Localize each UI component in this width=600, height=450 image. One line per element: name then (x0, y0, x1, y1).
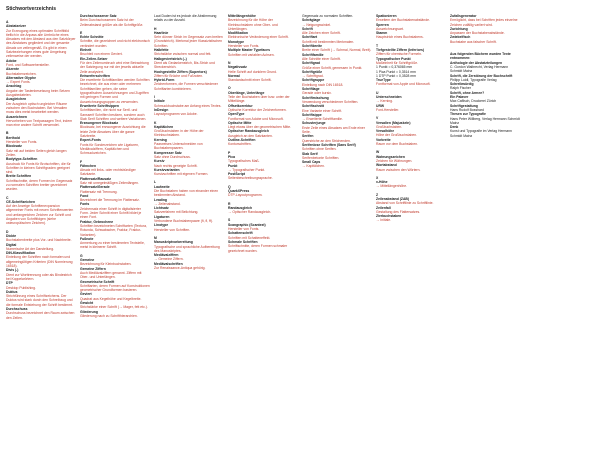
index-term: Schriftmischung (302, 95, 329, 100)
index-definition: Zur Renaissance-Antiqua gehörig. (154, 266, 206, 271)
index-column (376, 14, 446, 446)
index-definition: Konturschriften. (228, 142, 252, 147)
index-term: Schriftfamilie (302, 52, 324, 57)
index-term: Serifen (302, 134, 314, 139)
index-definition: Nach rechts geneigte Schrift. (154, 163, 198, 168)
index-term: Tiefgestellte Ziffern (Inferiors) (376, 48, 424, 53)
index-definition: Gestaltung des Flattersatzes. (376, 209, 421, 214)
index-term: Ein-Zeilen-Setzer (80, 56, 108, 61)
index-term: Hochgestellte Ziffern (Superiors) (154, 69, 207, 74)
index-term: Entwerferschriften (80, 73, 110, 78)
index-term: Gewicht (80, 301, 94, 305)
index-definition: Schriften mit Schatteneffekt. (228, 235, 271, 240)
index-definition: Anmerkung zu einer bestimmten Textstelle, meist in kleinerer Schrift. (80, 241, 145, 250)
index-term: Optische Mitte (228, 120, 252, 125)
index-term: Akzente (6, 67, 20, 72)
index-definition: Flattersatz mit Trennung. (80, 189, 118, 194)
index-definition: Anpassen der Buchstabenabstände. (450, 31, 505, 36)
index-term: Typografischer Punkt (376, 56, 411, 61)
index-letter: S (228, 218, 231, 223)
index-note: Kunst und Typografie im Verlag Hermann Schmidt Mainz (450, 129, 512, 138)
index-letter: E (80, 30, 83, 35)
index-note: Philipp Luidl, Typografie Verlag (450, 77, 497, 82)
index-term: Kapitälchen (154, 124, 174, 129)
index-definition: Schriftschnitte, deren Formen schmaler gezeichnet wurden. (228, 244, 288, 253)
index-term: Ausgleichen (6, 97, 27, 102)
index-definition: Bruchteil von einem Geviert. (80, 52, 123, 57)
index-term: Schriftgrad (302, 61, 321, 66)
index-definition: Ziffern für Brüche und Fußnoten. (154, 73, 204, 78)
index-letter: N (228, 60, 231, 65)
index-term: Outline-Schriften (228, 138, 256, 143)
index-note: Laut Duden ist es jedoch die Abstimmung relativ zu der Anzahl. (154, 14, 217, 23)
index-letter: D (6, 229, 9, 234)
index-term: Monotype (228, 39, 245, 44)
index-letter: F (80, 159, 83, 164)
spacer (450, 44, 520, 48)
index-definition: Sehr dünner Strich im Gegensatz zum breiten (Grundstrich). Merkmal jeder Klassizistischen Schriften. (154, 35, 223, 48)
index-definition: Ausdruck für Fonts für Brotschriften, die für Schriften in kleinen Schriftgraden geeignet sind. (6, 161, 71, 175)
index-definition: Satz mit unregelmäßigen Zeilenlängen. (80, 180, 139, 185)
index-term: Ein Palaver (450, 95, 469, 100)
index-term: Abstatzeizer (6, 24, 26, 29)
index-definition: → Kerning. (376, 99, 393, 104)
index-column (154, 14, 224, 446)
index-definition: Blocksatz, bei erzwungener Ausrichtung die letzte Zeile Absatzes über die ganze Satzbreite. (80, 125, 146, 139)
index-definition: Angabe der Tastenbesetzung beim Setzen Ausgabedateien. (6, 88, 70, 98)
index-column (6, 14, 76, 446)
index-term: Zeilenabstand (ZAB) (376, 196, 409, 201)
index-definition: Für den Zeilenumbruch wird eine Betrachtung der Satzlegung nur mit der jeweils aktuelle Zeile analysiert. (80, 60, 149, 74)
index-definition: → Mittellängenhöhe. (376, 184, 408, 189)
index-term: Gliederung (80, 309, 98, 314)
index-definition: Schriften ohne Serifen. (302, 147, 337, 152)
index-term: Zierbuchstaben (376, 214, 402, 219)
index-definition: Schnitte, die gezeichnet und nicht elektronisch verändert wurden. (80, 39, 150, 48)
index-term: Linotype (154, 223, 169, 228)
index-term: Kursiv (154, 159, 165, 164)
index-note: C. Gordon Walbrecht, Verlag Hermann Schmidt Mainz (450, 64, 509, 74)
index-definition: Buchstabenbreite plus Vor- und Nachbreite. (6, 238, 72, 243)
index-term: Zwiebelfisch (450, 35, 471, 40)
index-definition: Einteilung der Schriften nach formalen und allgemeingültigen Kriterien (DIN Normierung 16518). (6, 255, 73, 269)
index-definition: Hersteller von Fonts. (228, 227, 260, 232)
index-term: Leading (154, 197, 167, 202)
index-definition: → Expert Fonts. (6, 80, 31, 85)
index-definition: → Optischer Randausgleich. (228, 210, 272, 215)
page-title: Stichwortverzeichnis (6, 6, 57, 12)
index-definition: Gerade oder kursiv. (302, 91, 332, 96)
index-definition: Buchstabenzeichen. (6, 71, 37, 76)
index-letter: C (6, 195, 9, 200)
index-definition: DTP-Layoutprogramm. (228, 193, 263, 198)
index-definition: Satzverfahren mit Belichtung. (154, 210, 199, 215)
index-definition: Die erweiterte Schriftfamilien werden Schriften bezeichnet, die aus einer oder mehreren Schriftfamilien gehen, die seine typografischen Auszeichnungen und Zugriffen mit geringen Formen und Auszeichnungsgruppen zu verwenden. (80, 78, 150, 104)
index-term: Lichtsatz (154, 206, 169, 211)
index-term: Mediävalschriften (154, 261, 183, 266)
index-definition: Teile der Buchstaben über bzw. unter der Mittellänge. (228, 95, 290, 104)
index-letter: U (376, 90, 379, 95)
index-definition: Alle Zeichen einer Schrift. (302, 31, 341, 36)
index-term: Versalhöhe (376, 129, 395, 134)
index-definition: Zeichenformen, die Formen verschiedener Schriftarten kombinieren. (154, 82, 218, 91)
index-note: Max Caflisch, Druckerei Zürich (450, 99, 497, 104)
index-term: Duktus (6, 289, 18, 294)
index-definition: Hersteller von Fonts. (228, 44, 260, 49)
index-definition: Desktop Publishing. (6, 285, 36, 290)
index-definition: Beim Durchschossenen Satz ist der Zeilenabstand größer als die Schriftgröße. (80, 18, 144, 27)
index-definition: Strichstärke einer Schrift (→ Mager, fett etc.). (80, 305, 148, 310)
index-term: Normal (228, 73, 240, 78)
index-definition: Bezeichnung für die Höhe der Kleinbuchstaben ohne Ober- und Unterlängen. (228, 18, 278, 31)
index-definition: Strichstärke zwischen normal und fett. (154, 52, 212, 57)
index-definition: Ausgleich an den Satzkanten. (228, 133, 273, 138)
index-letter: I (154, 95, 155, 100)
index-note: Hans Peter Willberg, Verlag Hermann Schmidt Mainz (450, 116, 520, 125)
index-term: TrueType (376, 78, 391, 83)
index-definition: Schrift mit bestimmten Merkmalen. (302, 39, 355, 44)
index-column (450, 14, 520, 446)
index-definition: Zeichensatz einer Schrift in digitalisierter Form. Jeder Schnitt einer Schrift bildet je einen Font. (80, 206, 142, 220)
index-term: Durchschossener Satz (80, 14, 117, 18)
index-letter: K (154, 120, 157, 125)
index-subheading: Aus folgenden Büchern wurden Texte entnommen: (450, 52, 511, 61)
index-definition: Ermöglicht, dass bei Schriften jedes einzelne Zeichen zufällig variiert wird. (450, 18, 518, 27)
index-term: Durchschuss (6, 307, 28, 311)
index-term: Laufweite (154, 184, 170, 189)
index-term: Ligaturen (154, 214, 170, 219)
index-definition: Dient zur Worttrennung oder als Bindestrich bei Koppelwörtern. (6, 272, 72, 281)
index-term: Hybrid-Form (154, 78, 175, 83)
index-term: URW (376, 103, 385, 108)
index-definition: Schmuckbuchstabe am Anfang eines Textes. (154, 103, 222, 108)
index-column (302, 14, 372, 446)
index-term: Small Caps (302, 160, 321, 165)
index-term: Mittellängenhöhe (228, 14, 256, 18)
index-definition: Größe einer Schrift, gemessen in Punkt. (302, 65, 363, 70)
index-term: Manuskriptvorbereitung (154, 240, 193, 245)
index-definition: Höhe der Großbuchstaben. (376, 133, 418, 138)
index-definition: Auszeichnungsart. (376, 26, 404, 31)
index-letter: B (6, 131, 9, 136)
index-term: Gemeine Ziffern (80, 266, 106, 271)
index-note: Ralph Fischer (450, 86, 471, 91)
index-term: Sperren (376, 22, 389, 27)
index-term: Expert-Fonts (80, 138, 101, 143)
index-term: Spationieren (376, 14, 397, 18)
index-definition: Querstriche an den Strichenden. (302, 138, 351, 143)
index-term: Slab Serif (302, 151, 318, 156)
index-definition: Dient als Gedankenstrich, Bis-Strich und Streckenstrich. (154, 60, 215, 70)
index-definition: Raum zwischen den Wörtern. (376, 167, 421, 172)
index-term: Schriftbreite (302, 44, 322, 49)
index-term: Schrift (302, 26, 313, 31)
index-definition: Hersteller von Schriften. (154, 227, 191, 232)
index-definition: Satz mit auf beiden Seiten gleich langen Zeilen. (6, 148, 67, 157)
index-term: Vorbreite (376, 137, 391, 142)
index-term: Oberlänge, Unterlänge (228, 90, 265, 95)
index-letter: W (376, 150, 380, 155)
index-note: 1 Punkt = 0,376065 mm (376, 65, 413, 70)
index-definition: → Initiale. (376, 218, 392, 223)
index-term: DIN-Klassifikation (6, 251, 36, 256)
index-term: Schreibwürdig (450, 82, 474, 87)
index-definition: Font-Hersteller. (376, 107, 400, 112)
index-letter: P (228, 150, 231, 155)
index-definition: → Neigungswinkel. (302, 22, 332, 27)
index-term: Kerning (154, 137, 167, 142)
index-definition: Font- und Softwarehersteller. (6, 62, 50, 67)
index-definition: Fontformat von Apple und Microsoft. (376, 82, 431, 87)
index-definition: Schriftarten, deren Formen auf Konstruktionen geometrischer Grundformen basieren. (80, 283, 150, 293)
index-term: Offsetkorrektur (228, 103, 253, 108)
index-definition: Ziffern für chemische Formeln. (376, 52, 422, 57)
index-term: QuarkXPress (228, 188, 250, 193)
index-definition: Hauptstrich eines Buchstabens. (376, 35, 424, 40)
index-definition: Fonts für Sonderzeichen wie Ligaturen, Mediävalziffern, Kapitälchen und Schmuckzeichen. (80, 142, 139, 156)
index-letter: X (376, 175, 379, 180)
index-term: Schriftsippe (302, 112, 322, 117)
index-definition: Paarweises Unterschneiden von Buchstabenpaaren. (154, 142, 203, 151)
index-term: Schrift, die Zerstörung der Buchschrift (450, 73, 513, 78)
index-term: Berthold (6, 135, 20, 140)
index-definition: Strichführung eines Schriftzeichens. Der Duktus wird stark durch den Schreibzug und die formale Entstehung der Schrift bestimmt. (6, 294, 73, 307)
index-definition: Verwendung verschiedener Schriften. (302, 99, 359, 104)
index-term: Optischer Randausgleich (228, 129, 269, 134)
index-term: Schriftart (302, 35, 318, 40)
index-column (80, 14, 150, 446)
index-definition: Auch Mediävalziffern genannt. Ziffern mit Ober- und Unterlängen. (80, 270, 142, 280)
index-definition: Satz ohne Durchschuss. (154, 154, 191, 159)
index-term: Zeilenfall (376, 205, 391, 210)
index-definition: Maßeinheit für Schriftgröße. (376, 60, 419, 65)
index-term: x-Höhe (376, 180, 388, 185)
index-term: Initiale (154, 99, 165, 104)
index-definition: Die Buchstaben haben von einander einen bestimmten Abstand. (154, 188, 219, 198)
index-definition: → Kapitälchen. (302, 164, 325, 169)
index-term: Schriftgröße (302, 69, 323, 74)
index-term: Modifikation (228, 31, 248, 36)
index-term: Kursivvarianten (154, 167, 180, 172)
index-definition: Hervorheben von Textpassagen Text, indem man eine andere Schrift verwendet. (6, 118, 73, 128)
index-term: Einheit (80, 48, 92, 53)
index-term: Echte Schnitte (80, 35, 104, 40)
index-definition: Buchstabe aus falscher Schrift. (450, 39, 497, 44)
index-definition: Standardschnitt einer Schrift. (228, 78, 272, 83)
index-term: Zurichtung (450, 26, 468, 31)
index-definition: Helle Schrift auf dunklem Grund. (228, 69, 277, 74)
index-note: Hans Rudolf Bosshard (450, 107, 484, 112)
index-letter: L (154, 180, 157, 185)
index-term: Bodytype-Schriften (6, 157, 38, 162)
index-term: Anschlag (6, 84, 22, 89)
index-columns (6, 14, 594, 446)
index-term: Fonts (80, 202, 90, 207)
index-term: Schräglage (302, 18, 321, 23)
index-term: Versalien (Majuskeln) (376, 120, 411, 125)
index-definition: → Schriftgrad. (302, 74, 324, 79)
index-term: CE-Schriftzeichen (6, 199, 36, 204)
index-term: Fähnchen (80, 163, 97, 168)
index-term: Fraktur, Gebrochene (80, 219, 114, 224)
index-definition: Eine Variante einer Schrift. (302, 108, 343, 113)
index-term: Schusterjunge (302, 121, 326, 126)
index-term: Fußnote (80, 236, 94, 241)
index-definition: Alle Schnitte einer Schrift. (302, 56, 341, 61)
index-term: Scangraphic (Scantext) (228, 222, 266, 227)
index-term: Punkt (228, 163, 238, 168)
index-term: Erzwungener Blocksatz (80, 121, 119, 126)
index-definition: Auf der Anzeige Schriftenexpansion allgemeiner Fonts mit neuen Schriftenwerten und umfangreichen Zeichen zur Schrift und Angaben von Schriftfolgen (siehe osteuropäischen Zeichen). (6, 204, 74, 226)
index-term: Auszeichnen (6, 114, 27, 119)
index-definition: Numerische Art der Darstellung. (6, 246, 55, 251)
index-definition: Durchschuss bezeichnet den Raum zwischen den Zeilen. (6, 311, 75, 320)
index-letter: O (228, 86, 231, 91)
index-term: Wortabstand (376, 163, 397, 168)
index-term: PostScript (228, 172, 245, 177)
index-definition: Hersteller von Fonts. (6, 140, 38, 145)
index-definition: Serifenbetonte Schriften. (302, 155, 340, 160)
index-term: Schriftlage (302, 87, 320, 92)
index-letter: H (154, 26, 157, 31)
index-definition: Typografische und sprachliche Aufbereitung des Manuskriptes. (154, 244, 220, 253)
index-definition: Bezeichnung für Kleinbuchstaben. (80, 262, 132, 267)
index-letter: V (376, 116, 379, 121)
index-term: Multiple Master Typefaces (228, 48, 270, 53)
index-definition: Schriften mit variablen Achsen. (228, 52, 275, 57)
index-definition: Schriftfamilien, die nicht nur Serif- und Sansserif Schriften besitzen, sondern auch Slab Serif Schriften und weitere Variationen. (80, 108, 147, 121)
index-term: Stamm (376, 31, 388, 36)
index-definition: → Gemeine Ziffern. (154, 257, 184, 262)
index-definition: Erweitern der Buchstabenabstände. (376, 18, 430, 23)
index-term: InDesign (154, 107, 169, 112)
index-term: DTP (6, 281, 13, 286)
index-letter: G (80, 253, 83, 258)
index-term: Halbgeviertstrich (–) (154, 56, 187, 61)
index-term: Breite Schriften (6, 174, 32, 179)
index-term: Anthologie der Abstatzteilungen (450, 60, 503, 65)
index-term: Pica (228, 154, 235, 159)
index-note: Gegensatz zu normalen Schriften. (302, 14, 354, 18)
index-definition: Liegt etwas über der geometrischen Mitte. (228, 125, 292, 130)
index-term: Divis (-) (6, 268, 19, 273)
index-definition: → Erweiterte Schriftfamilie. (302, 117, 343, 122)
index-letter: Q (228, 184, 231, 189)
index-definition: Bezeichnet die Trennung im Flattersatz. (80, 198, 140, 203)
index-letter: Z (376, 192, 379, 197)
index-letter: M (154, 235, 157, 240)
index-definition: Seitenbeschreibungssprache. (228, 176, 273, 181)
index-term: Schriftgruppe (302, 78, 325, 83)
index-term: Denk (450, 125, 459, 130)
index-definition: Verbundene Buchstabenpaare (fi, fl, ff). (154, 219, 213, 224)
index-term: Adobe (6, 58, 17, 63)
index-term: Erweiterte Schriftsippen (80, 103, 120, 108)
index-definition: Gliederung nach zu Schrifthierarchien. (80, 313, 138, 318)
index-term: Flattersatz/Gerade (80, 185, 110, 190)
index-term: Thesen zur Typografie (450, 112, 486, 117)
index-term: Serifenlose Schriften (Sans Serif) (302, 142, 356, 147)
index-definition: Abstand von Schriftlinie zu Schriftlinie. (376, 201, 434, 206)
index-term: Randausgleich (228, 205, 253, 210)
index-letter: R (228, 201, 231, 206)
index-definition: Zur Erzeugung eines optimalen Schriftbild tieflich in die Anpass alle Umbrüche eines Absatzes mit den Abstand aus den Satzkörper des Abstatzes gegliedert und der gesamte Absatz um zeilengenäß. Es gibt in einen Satzbeziehungen eines gute Umgebung zeilenweise der werden. (6, 28, 76, 59)
index-term: Blocksatz (6, 144, 22, 149)
index-definition: Schriftschnitte, deren Formen im Gegensatz zu normalen Schriften breiter gezeichnet wurden. (6, 178, 73, 192)
index-term: Digital (6, 242, 17, 247)
index-term: Fond (80, 193, 89, 198)
index-definition: Breite einer Schrift (→ Schmal, Normal, Breit). (302, 48, 372, 53)
index-definition: Elektronische Veränderung einer Schrift. (228, 35, 289, 40)
index-term: OpenType (228, 112, 245, 117)
index-term: Geviert (80, 292, 92, 297)
index-definition: Schriften bezeichneten Schriftarten (Textura, Rotunda, Schwabacher, Fraktur, Fraktur-Varianten). (80, 223, 147, 237)
index-term: Schrift, ohne Armee? (450, 90, 485, 95)
index-term: Dickte (6, 233, 17, 238)
index-term: Schriftschnitt (302, 104, 324, 109)
index-term: Mediävalziffern (154, 253, 179, 258)
index-definition: Kursivschriften mit eigenen Formen. (154, 172, 209, 177)
index-definition: Raum vor dem Buchstaben. (376, 142, 419, 147)
index-definition: Fontformat von Adobe und Microsoft. (228, 116, 284, 121)
index-definition: Erste Zeile eines Absatzes am Ende einer Seite. (302, 125, 365, 135)
index-term: Schattenschrift (228, 231, 253, 236)
index-letter: T (376, 43, 379, 48)
index-definition: → Typografischer Punkt. (228, 167, 266, 172)
index-definition: Der Ausgleich optisch ungleicher Räume zwischen den Buchstaben. Bei Versalien muss dies meist bearbeitet werden. (6, 101, 68, 115)
index-term: Schmale Schriften (228, 239, 258, 244)
index-term: Negativsatz (228, 65, 247, 70)
index-term: Unterschneiden (376, 95, 402, 100)
index-definition: → Zeilenabstand. (154, 201, 181, 206)
index-term: Flattersatz/Rausatz (80, 176, 111, 181)
index-term: Alternative Glyphe (6, 75, 36, 80)
index-definition: Typografisches Maß. (228, 159, 260, 164)
index-term: Schriftgestaltung (450, 103, 478, 108)
index-definition: Quadrat aus Kegelhöhe und Kegelbreite. (80, 296, 142, 301)
index-term: Geometrische Schrift (80, 279, 115, 284)
index-term: Kompresser Satz (154, 150, 182, 155)
index-term: Gemeine (80, 258, 95, 263)
index-definition: Zeichen für Währungen. (376, 158, 413, 163)
index-term: Haarlinie (154, 30, 169, 35)
index-term: Zufallsgenerator (450, 14, 477, 18)
index-note: 1 Pica Punkt = 0,3514 mm (376, 69, 416, 74)
index-definition: Großbuchstaben. (376, 124, 403, 129)
index-definition: Layoutprogramm von Adobe. (154, 112, 198, 117)
index-definition: Großbuchstaben in der Höhe der Kleinbuchstaben. (154, 129, 204, 138)
index-term: Wahrungszeichen (376, 154, 405, 159)
index-definition: Einteilung nach DIN 16518. (302, 82, 344, 87)
index-note: 1 DTP Punkt = 0,3528 mm (376, 73, 416, 78)
index-letter: A (6, 20, 9, 24)
index-term: Halbfette (154, 48, 169, 53)
index-definition: Optische Korrektur der Zeichenformen. (228, 107, 287, 112)
index-column (228, 14, 298, 446)
index-definition: Absatz mit links- oder rechtsbündiger Satzkante. (80, 168, 136, 177)
